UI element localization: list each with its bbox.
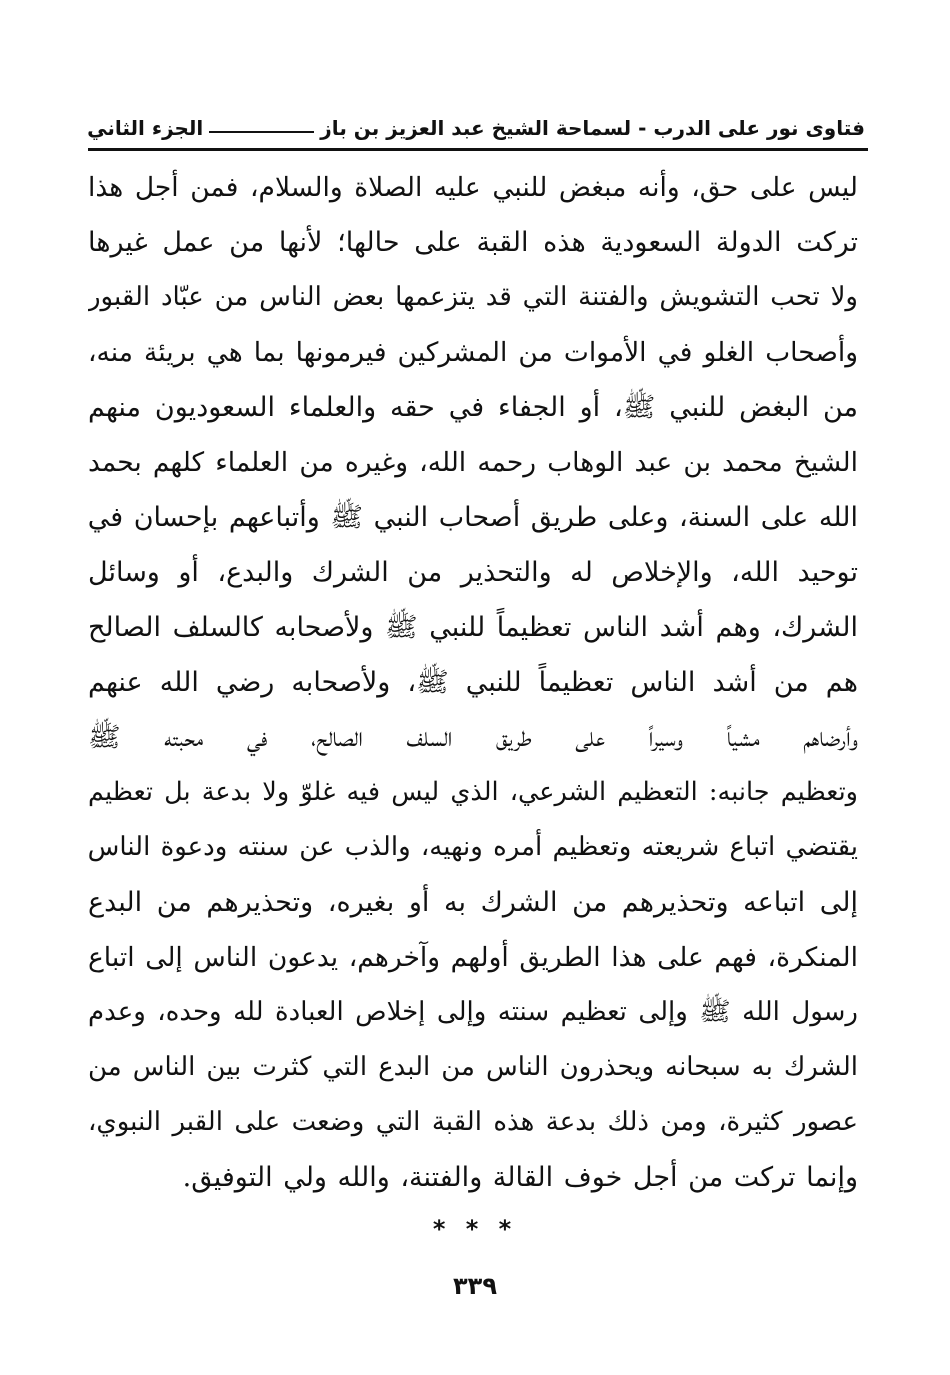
text-line: عصور كثيرة، ومن ذلك بدعة هذه القبة التي وضعت على القبر النبوي،	[88, 1107, 858, 1137]
text-line: وأصحاب الغلو في الأموات من المشركين فيرمونها بما هي بريئة منه،	[88, 337, 858, 368]
text-line: الشيخ محمد بن عبد الوهاب رحمه الله، وغيره من العلماء كلهم بحمد	[88, 447, 858, 478]
text-line: المنكرة، فهم على هذا الطريق أولهم وآخرهم، يدعون الناس إلى اتباع	[88, 942, 858, 973]
text-line: الشرك، وهم أشد الناس تعظيماً للنبي ﷺ ولأصحابه كالسلف الصالح	[88, 612, 858, 643]
running-header	[85, 108, 865, 148]
text-line: توحيد الله، والإخلاص له والتحذير من الشرك والبدع، أو وسائل	[88, 557, 858, 588]
book-title: فتاوى نور على الدرب - لسماحة الشيخ عبد العزيز بن باز	[320, 116, 865, 140]
header-dash-rule	[209, 131, 314, 133]
text-line: إلى اتباعه وتحذيرهم من الشرك به أو بغيره، وتحذيرهم من البدع	[88, 887, 858, 918]
text-line: يقتضي اتباع شريعته وتعظيم أمره ونهيه، والذب عن سنته ودعوة الناس	[88, 832, 858, 862]
text-line: وتعظيم جانبه: التعظيم الشرعي، الذي ليس فيه غلوّ ولا بدعة بل تعظيم	[88, 777, 858, 807]
text-line: الشرك به سبحانه ويحذرون الناس من البدع التي كثرت بين الناس من	[88, 1052, 858, 1082]
text-line: من البغض للنبي ﷺ، أو الجفاء في حقه والعلماء السعوديون منهم	[88, 392, 858, 423]
volume-part-label: الجزء الثاني	[87, 116, 204, 140]
header-underline	[88, 148, 868, 151]
text-line: هم من أشد الناس تعظيماً للنبي ﷺ، ولأصحابه رضي الله عنهم	[88, 667, 858, 698]
text-line: ليس على حق، وأنه مبغض للنبي عليه الصلاة والسلام، فمن أجل هذا	[88, 172, 858, 203]
text-line: رسول الله ﷺ وإلى تعظيم سنته وإلى إخلاص العبادة لله وحده، وعدم	[88, 997, 858, 1027]
text-line: ولا تحب التشويش والفتنة التي قد يتزعمها بعض الناس من عبّاد القبور	[88, 282, 858, 312]
section-separator: * * *	[432, 1215, 518, 1243]
text-line: تركت الدولة السعودية هذه القبة على حالها؛ لأنها من عمل غيرها	[88, 227, 858, 258]
page-number: ٣٣٩	[453, 1272, 497, 1300]
text-line: وإنما تركت من أجل خوف القالة والفتنة، والله ولي التوفيق.	[182, 1162, 858, 1193]
body-text	[88, 160, 858, 1205]
text-line: وأرضاهم مشياً وسيراً على طريق السلف الصالح، في محبته ﷺ	[88, 722, 858, 753]
text-line: الله على السنة، وعلى طريق أصحاب النبي ﷺ وأتباعهم بإحسان في	[88, 502, 858, 533]
